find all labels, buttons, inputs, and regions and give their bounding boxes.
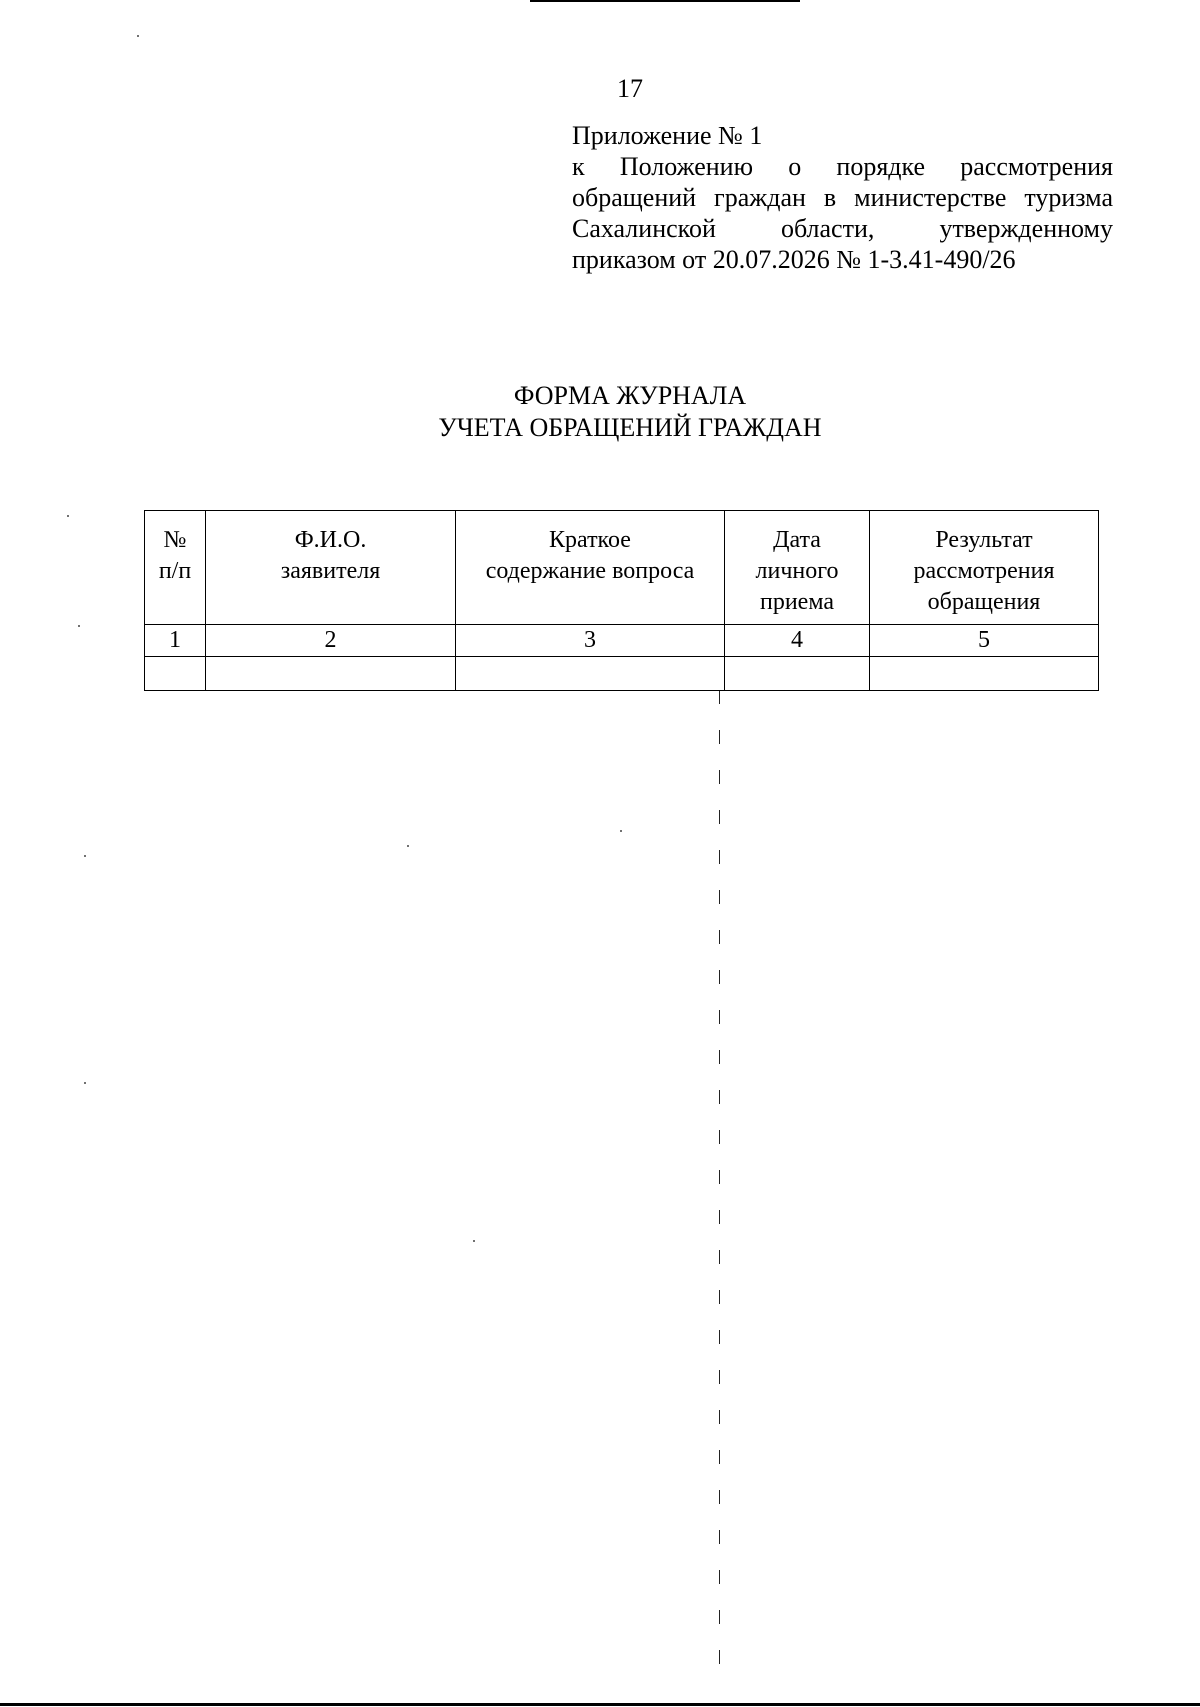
column-number-cell: 1 [145, 625, 206, 657]
header-cell-result: Результат рассмотрения обращения [870, 511, 1099, 625]
journal-form-table [144, 510, 1099, 691]
appendix-title: Приложение № 1 [572, 121, 763, 150]
empty-cell [725, 657, 870, 691]
appendix-line-1: к Положению о порядке рассмотрения [572, 152, 1113, 181]
scan-speck [84, 855, 86, 857]
table-row-empty [145, 657, 1099, 691]
scan-artifact-top-line [530, 0, 800, 2]
scan-speck [407, 845, 409, 847]
column-number-cell: 2 [206, 625, 456, 657]
appendix-line-4: приказом от 20.07.2026 № 1-3.41-490/26 [572, 245, 1016, 274]
empty-cell [206, 657, 456, 691]
appendix-line-2: обращений граждан в министерстве туризма [572, 183, 1113, 212]
scan-speck [67, 515, 69, 517]
column-number-cell: 5 [870, 625, 1099, 657]
appendix-line-3: Сахалинской области, утвержденному [572, 214, 1113, 243]
header-cell-summary: Краткое содержание вопроса [456, 511, 725, 625]
header-cell-date: Дата личного приема [725, 511, 870, 625]
form-title [0, 380, 1200, 444]
form-title-line-2: УЧЕТА ОБРАЩЕНИЙ ГРАЖДАН [438, 413, 822, 442]
scan-speck [84, 1082, 86, 1084]
table-row-column-numbers [145, 625, 1099, 657]
scan-artifact-bottom-line [0, 1703, 1200, 1706]
column-number-cell: 3 [456, 625, 725, 657]
appendix-block [572, 120, 1113, 275]
form-title-line-1: ФОРМА ЖУРНАЛА [513, 381, 747, 410]
scan-speck [78, 625, 80, 627]
scan-artifact-vertical-dashes [719, 690, 720, 1690]
header-cell-number: № п/п [145, 511, 206, 625]
table-header-row [145, 511, 1099, 625]
page-number: 17 [617, 74, 643, 103]
empty-cell [145, 657, 206, 691]
scan-speck [620, 830, 622, 832]
empty-cell [456, 657, 725, 691]
column-number-cell: 4 [725, 625, 870, 657]
scan-speck [137, 35, 139, 37]
header-cell-fio: Ф.И.О. заявителя [206, 511, 456, 625]
empty-cell [870, 657, 1099, 691]
scan-speck [473, 1240, 475, 1242]
